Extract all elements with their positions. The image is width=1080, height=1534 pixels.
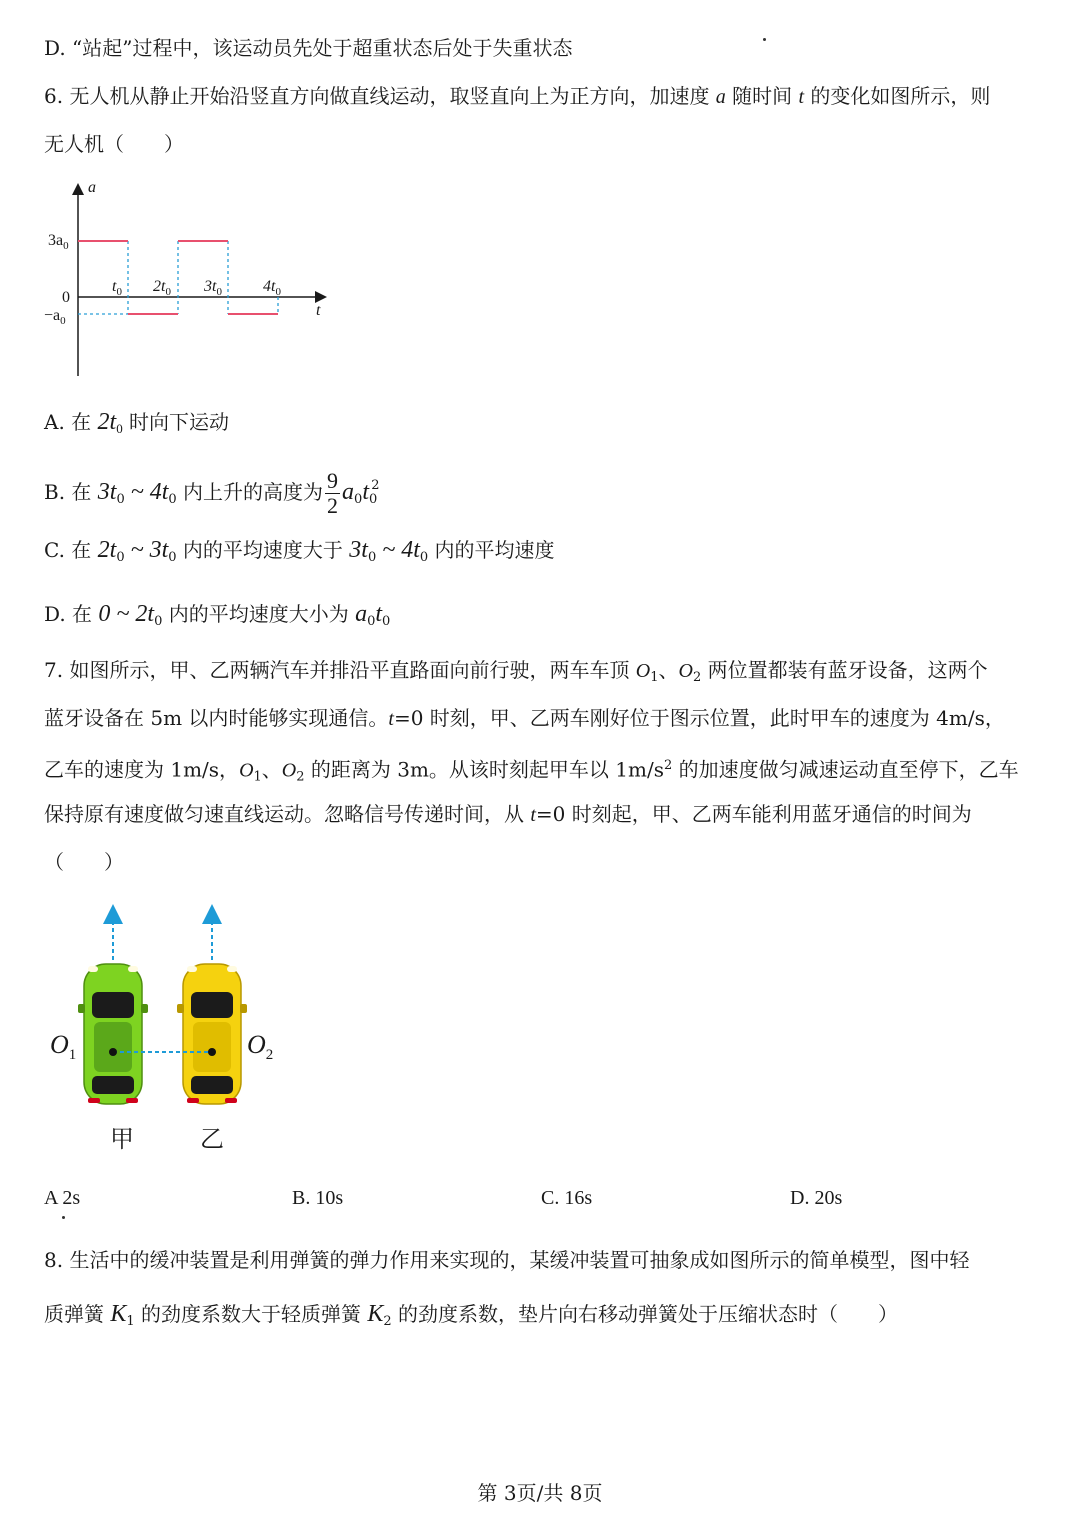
car-jia (78, 964, 148, 1104)
tick-t0: $t_0$ (112, 278, 122, 298)
q6-stem-line2: 无人机（ ） (44, 132, 184, 156)
q7-stem-line3: 乙车的速度为 1m/s，$O_1$、$O_2$ 的距离为 3m。从该时刻起甲车以 $1m/s^2$ 的加速度做匀减速运动直至停下，乙车 (44, 757, 1019, 785)
label-o1: $O_1$ (50, 1030, 77, 1063)
tick-3t0: $3t_0$ (204, 278, 222, 298)
q7-stem-line4: 保持原有速度做匀速直线运动。忽略信号传递时间，从 t=0 时刻起，甲、乙两车能利用蓝牙通信的时间为 (44, 802, 972, 826)
q6-acceleration-graph (40, 178, 340, 378)
q7-choice-d: D. 20s (790, 1187, 843, 1209)
tick-2t0: $2t_0$ (153, 278, 171, 298)
car-yi (177, 964, 247, 1104)
q7-stem-line5: （ ） (44, 850, 124, 874)
point-o1 (109, 1048, 117, 1056)
scan-speck (763, 38, 766, 41)
label-yi: 乙 (200, 1125, 224, 1153)
q7-choice-c: C. 16s (541, 1187, 593, 1209)
q7-choice-b: B. 10s (292, 1187, 344, 1209)
tick-4t0: $4t_0$ (263, 278, 281, 298)
dashed-guides (78, 241, 278, 314)
q6-option-d: D. 在 0 ~ $2t_0$ 内的平均速度大小为 $a_0t_0$ (44, 601, 391, 629)
q6-option-c: C. 在 $2t_0$ ~ $3t_0$ 内的平均速度大于 $3t_0$ ~ $4t_0$ 内的平均速度 (44, 537, 555, 565)
q6-option-a: A. 在 $2t_0$ 时向下运动 (44, 409, 230, 436)
page-number-footer: 第 3页/共 8页 (477, 1481, 603, 1505)
q5-option-d: D. “站起”过程中，该运动员先处于超重状态后处于失重状态 (44, 36, 573, 60)
point-o2 (208, 1048, 216, 1056)
q7-choice-a: A 2s (44, 1187, 81, 1209)
q6-stem-line1: 6. 无人机从静止开始沿竖直方向做直线运动，取竖直向上为正方向，加速度 a 随时间 t 的变化如图所示，则 (44, 84, 991, 108)
q8-stem-line1: 8. 生活中的缓冲装置是利用弹簧的弹力作用来实现的，某缓冲装置可抽象成如图所示的简单模型，图中轻 (44, 1248, 970, 1272)
q6-option-b: B. 在 $3t_0$ ~ $4t_0$ 内上升的高度为 $\frac{9}{2}$ $a_0t_0^2$ (44, 468, 380, 518)
origin-label: 0 (62, 289, 70, 306)
axis-label-t: t (316, 302, 321, 319)
label-neg-a0: $-a_0$ (44, 307, 66, 327)
q7-cars-figure (40, 900, 300, 1160)
q7-stem-line2: 蓝牙设备在 5m 以内时能够实现通信。t=0 时刻，甲、乙两车刚好位于图示位置，此时甲车的速度为 4m/s， (44, 706, 1005, 730)
q7-stem-line1: 7. 如图所示，甲、乙两辆汽车并排沿平直路面向前行驶，两车车顶 $O_1$、$O_2$ 两位置都装有蓝牙设备，这两个 (44, 658, 988, 685)
label-o2: $O_2$ (247, 1030, 274, 1063)
q8-stem-line2: 质弹簧 $K_1$ 的劲度系数大于轻质弹簧 $K_2$ 的劲度系数，垫片向右移动弹簧处于压缩状态时（ ） (44, 1301, 899, 1329)
label-jia: 甲 (110, 1125, 134, 1153)
fraction-9-over-2: $\frac{9}{2}$ (327, 468, 339, 518)
scan-speck (62, 1216, 65, 1219)
label-3a0: $3a_0$ (48, 232, 69, 252)
axis-label-a: a (88, 179, 96, 196)
